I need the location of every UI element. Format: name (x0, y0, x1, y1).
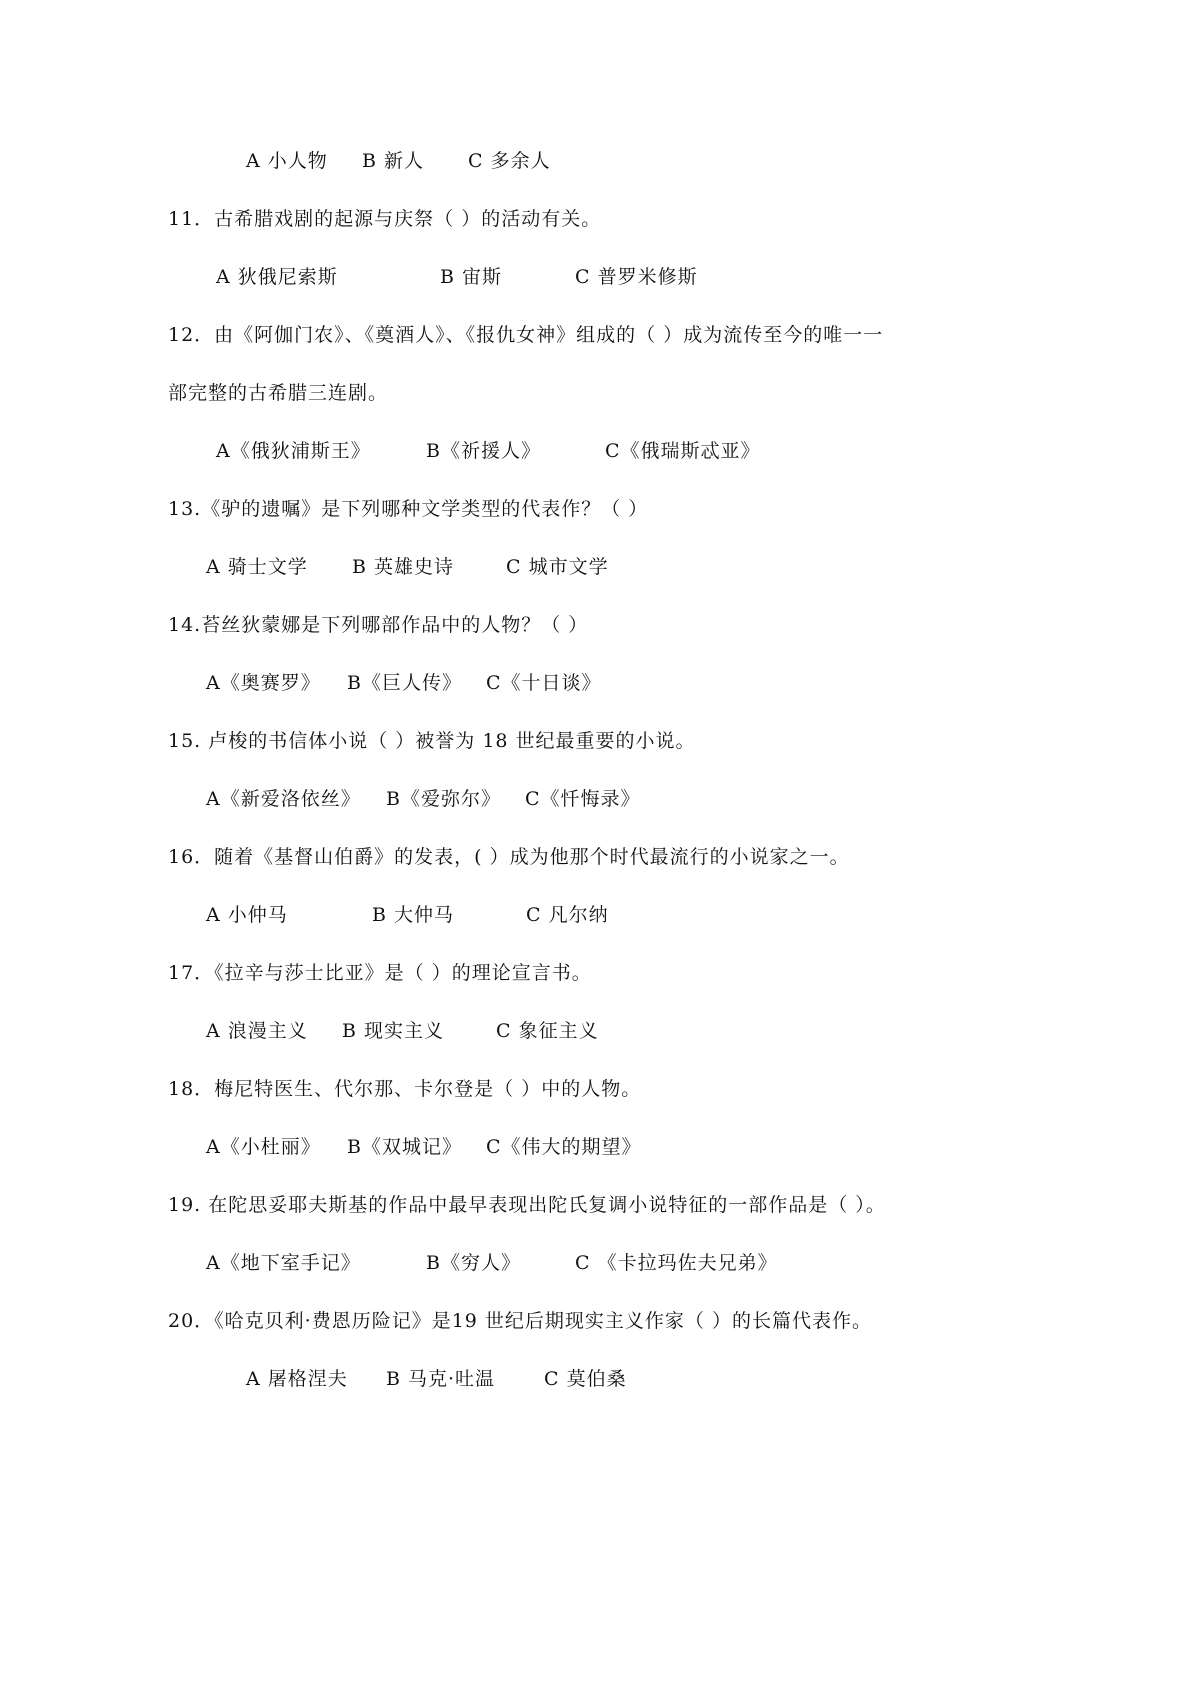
question-19: 19. 在陀思妥耶夫斯基的作品中最早表现出陀氏复调小说特征的一部作品是（ ）。 (168, 1194, 886, 1216)
question-17: 17．《拉辛与莎士比亚》是（ ）的理论宣言书。 (168, 962, 592, 984)
option-b: B《穷人》 (426, 1252, 521, 1274)
option-a: A《地下室手记》 (206, 1252, 361, 1274)
question-16: 16．随着《基督山伯爵》的发表，( ）成为他那个时代最流行的小说家之一。 (168, 846, 850, 868)
option-b: B《双城记》 (347, 1136, 462, 1158)
option-c: C 象征主义 (496, 1020, 599, 1042)
option-a: A 骑士文学 (206, 556, 308, 578)
option-a: A《小杜丽》 (206, 1136, 321, 1158)
option-c: C 莫伯桑 (544, 1368, 627, 1390)
option-c: C 凡尔纳 (526, 904, 609, 926)
question-20: 20．《哈克贝利·费恩历险记》是19 世纪后期现实主义作家（ ）的长篇代表作。 (168, 1310, 872, 1332)
option-c: C 多余人 (468, 150, 551, 172)
question-18: 18．梅尼特医生、代尔那、卡尔登是（ ）中的人物。 (168, 1078, 642, 1100)
question-13: 13.《驴的遗嘱》是下列哪种文学类型的代表作？（ ） (168, 498, 649, 520)
option-b: B 现实主义 (342, 1020, 445, 1042)
question-15: 15. 卢梭的书信体小说（ ）被誉为 18 世纪最重要的小说。 (168, 730, 696, 752)
option-a: A 屠格涅夫 (246, 1368, 348, 1390)
option-a: A 小仲马 (206, 904, 288, 926)
option-c: C 城市文学 (506, 556, 609, 578)
option-c: C《十日谈》 (486, 672, 602, 694)
option-b: B《巨人传》 (347, 672, 462, 694)
option-c: C《俄瑞斯忒亚》 (605, 440, 761, 462)
option-c: C《伟大的期望》 (486, 1136, 642, 1158)
option-a: A 小人物 (246, 150, 328, 172)
option-b: B 大仲马 (372, 904, 455, 926)
question-11: 11．古希腊戏剧的起源与庆祭（ ）的活动有关。 (168, 208, 602, 230)
question-14: 14.苔丝狄蒙娜是下列哪部作品中的人物？（ ） (168, 614, 589, 636)
option-a: A 浪漫主义 (206, 1020, 308, 1042)
option-b: B 马克·吐温 (386, 1368, 496, 1390)
option-c: C 《卡拉玛佐夫兄弟》 (575, 1252, 778, 1274)
option-c: C 普罗米修斯 (575, 266, 698, 288)
option-a: A《奥赛罗》 (206, 672, 321, 694)
option-b: B 宙斯 (440, 266, 503, 288)
option-b: B 新人 (362, 150, 425, 172)
option-a: A《俄狄浦斯王》 (216, 440, 371, 462)
option-b: B《爱弥尔》 (386, 788, 501, 810)
question-12: 12．由《阿伽门农》、《奠酒人》、《报仇女神》组成的（ ）成为流传至今的唯一一 (168, 324, 884, 346)
option-b: B《祈援人》 (426, 440, 541, 462)
option-c: C《忏悔录》 (525, 788, 641, 810)
option-a: A《新爱洛依丝》 (206, 788, 361, 810)
option-b: B 英雄史诗 (352, 556, 455, 578)
question-12-continuation: 部完整的古希腊三连剧。 (168, 382, 389, 404)
option-a: A 狄俄尼索斯 (216, 266, 338, 288)
